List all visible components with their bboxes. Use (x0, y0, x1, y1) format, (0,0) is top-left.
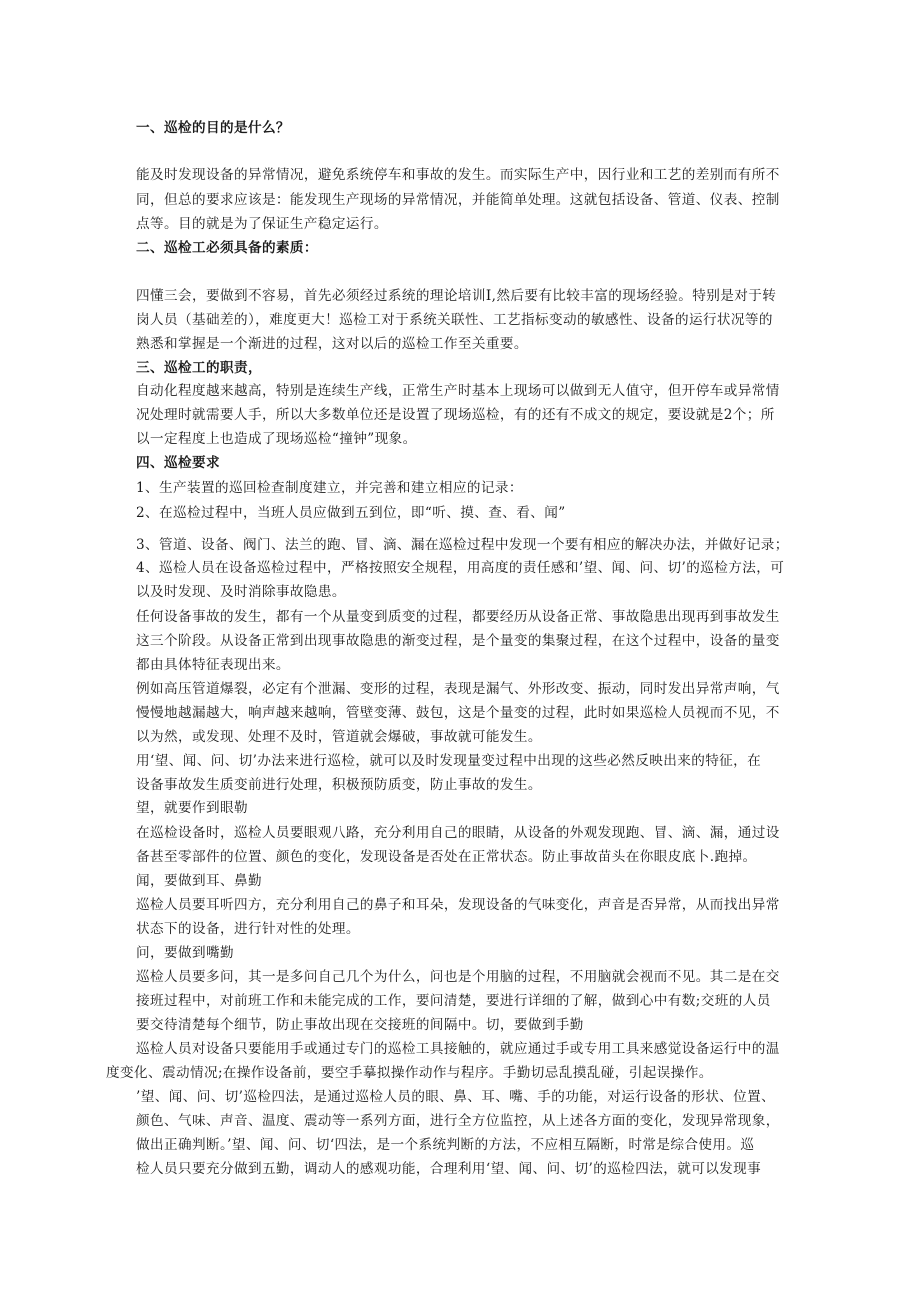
body-line: 用‘望、闻、问、切’办法来进行巡检，就可以及时发现量变过程中出现的这些必然反映出来的特征，在 (136, 753, 762, 769)
section-4-heading: 四、巡检要求 (136, 455, 220, 471)
section-2-line: 四懂三会，要做到不容易，首先必须经过系统的理论培训I,然后要有比较丰富的现场经验。特别是对于转 (136, 288, 777, 304)
section-2-heading: 二、巡检工必须具备的素质： (136, 240, 318, 256)
body-line: 3、管道、设备、阀门、法兰的跑、冒、滴、漏在巡检过程中发现一个要有相应的解决办法，并做好记录； (136, 537, 789, 553)
body-line: 巡检人员要多问，其一是多问自己几个为什么，问也是个用脑的过程，不用脑就会视而不见。其二是在交 (136, 969, 780, 985)
body-line: 度变化、震动情况;在操作设备前，要空手摹拟操作动作与程序。手勤切忌乱摸乱碰，引起误操作。 (106, 1065, 713, 1081)
body-line: 都由具体特征表现出来。 (136, 657, 290, 673)
body-line: 状态下的设备，进行针对性的处理。 (136, 921, 360, 937)
section-3-line: 况处理时就需要人手，所以大多数单位还是设置了现场巡检，有的还有不成文的规定，要设就是2个；所 (136, 407, 775, 423)
subheading-wang: 望，就要作到眼勒 (136, 800, 248, 816)
body-line: 要交待清楚每个细节，防止事故出现在交接班的间隔中。切，要做到手勤 (136, 1017, 584, 1033)
body-line: 接班过程中，对前班工作和未能完成的工作，要问清楚，要进行详细的了解，做到心中有数;交班的人员 (136, 993, 771, 1009)
body-line: 在巡检设备时，巡检人员要眼观八路，充分利用自己的眼睛，从设备的外观发现跑、冒、滴、漏，通过设 (136, 825, 780, 841)
body-line: 巡检人员对设备只要能用手或通过专门的巡检工具接触的，就应通过手或专用工具来感觉设备运行中的温 (136, 1041, 780, 1057)
section-1-heading: 一、巡检的目的是什么？ (136, 120, 290, 136)
subheading-wen: 闻，要做到耳、鼻勤 (136, 873, 262, 889)
section-2-line: 岗人员（基础差的），难度更大！巡检工对于系统关联性、工艺指标变动的敏感性、设备的运行状况等的 (136, 312, 773, 328)
body-line: 以及时发现、及时消除事故隐患。 (136, 584, 346, 600)
body-line: 例如高压管道爆裂，必定有个泄漏、变形的过程，表现是漏气、外形改变、振动，同时发出异常声响，气 (136, 681, 780, 697)
body-line: 1、生产装置的巡回检查制度建立，并完善和建立相应的记录： (136, 480, 523, 496)
section-1-line: 能及时发现设备的异常情况，避免系统停车和事故的发生。而实际生产中，因行业和工艺的差别而有所不 (136, 167, 780, 183)
body-line: 备甚至零部件的位置、颜色的变化，发现设备是否处在正常状态。防止事故苗头在你眼皮底卜.跑掉。 (136, 849, 757, 865)
section-1-line: 点等。目的就是为了保证生产稳定运行。 (136, 216, 388, 232)
subheading-wen-ask: 问，要做到嘴勤 (136, 945, 234, 961)
body-line: 2、在巡检过程中，当班人员应做到五到位，即“听、摸、查、看、闻” (136, 505, 566, 521)
body-line: 这三个阶段。从设备正常到出现事故隐患的渐变过程，是个量变的集聚过程，在这个过程中，设备的量变 (136, 633, 780, 649)
body-line: 任何设备事故的发生，都有一个从量变到质变的过程，都要经历从设备正常、事故隐患出现再到事故发生 (136, 609, 780, 625)
section-3-heading: 三、巡检工的职责， (136, 360, 262, 376)
body-line: 4、巡检人员在设备巡检过程中，严格按照安全规程，用高度的责任感和’望、闻、问、切’的巡检方法，可 (136, 560, 785, 576)
section-1-line: 同，但总的要求应该是：能发现生产现场的异常情况，并能简单处理。这就包括设备、管道、仪表、控制 (136, 192, 780, 208)
body-line: 以为然，或发现、处理不及时，管道就会爆破，事故就可能发生。 (136, 729, 542, 745)
body-line: 检人员只要充分做到五勤，调动人的感观功能，合理利用‘望、闻、问、切’的巡检四法，就可以发现事 (136, 1161, 762, 1177)
body-line: 巡检人员要耳听四方，充分利用自己的鼻子和耳朵，发现设备的气味变化，声音是否异常，从而找出异常 (136, 897, 780, 913)
body-line: 设备事故发生质变前进行处理，积极预防质变，防止事故的发生。 (136, 777, 542, 793)
body-line: 颜色、气味、声音、温度、震动等一系列方面，进行全方位监控，从上述各方面的变化，发现异常现象， (136, 1113, 780, 1129)
section-2-line: 熟悉和掌握是一个渐进的过程，这对以后的巡检工作至关重要。 (136, 336, 528, 352)
body-line: 慢慢地越漏越大，响声越来越响，管壁变薄、鼓包，这是个量变的过程，此时如果巡检人员视而不见，不 (136, 705, 780, 721)
body-line: 做出正确判断。’望、闻、问、切‘四法，是一个系统判断的方法，不应相互隔断，时常是综合使用。巡 (136, 1137, 755, 1153)
section-3-line: 自动化程度越来越高，特别是连续生产线，正常生产时基本上现场可以做到无人值守，但开停车或异常情 (136, 383, 780, 399)
body-line: ’望、闻、问、切’巡检四法，是通过巡检人员的眼、鼻、耳、嘴、手的功能，对运行设备的形状、位置、 (136, 1089, 776, 1105)
section-3-line: 以一定程度上也造成了现场巡检“撞钟”现象。 (136, 431, 417, 447)
